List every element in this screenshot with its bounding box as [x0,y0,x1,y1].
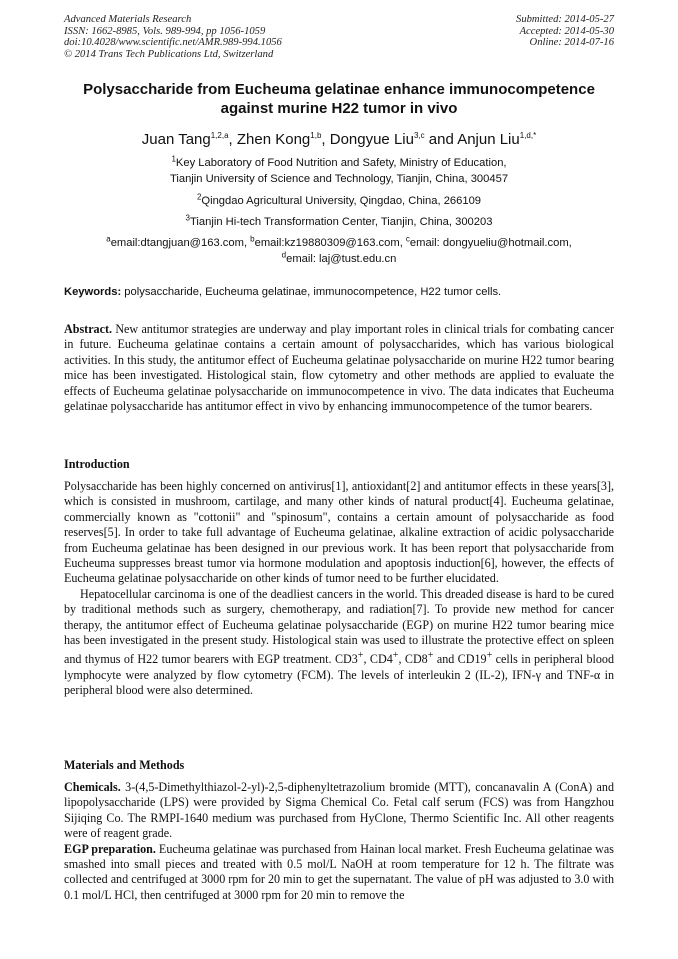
keywords-label: Keywords: [64,286,122,298]
methods-heading: Materials and Methods [64,758,185,772]
journal-name: Advanced Materials Research [64,14,192,25]
submission-dates [516,14,614,49]
paper-title: Polysaccharide from Eucheuma gelatinae enhance immunocompetence against murine H22 tumor in vivo [83,81,595,117]
author-emails: $^a$email:dtangjuan@163.com, $^b$email:kz19880309@163.com, $^c$email: dongyueliu@hotmail.com, $^d$email: laj@tust.edu.cn [106,234,572,265]
author: Juan Tang$^{1,2,a}$, [141,131,237,148]
keywords-text: polysaccharide, Eucheuma gelatinae, immunocompetence, H22 tumor cells. [121,286,502,298]
author: Dongyue Liu$^{3,c}$ and [329,131,458,148]
author: Anjun Liu$^{1,d,*}$ [457,131,537,148]
email-link[interactable]: email: dongyueliu@hotmail.com, [409,237,572,249]
email-link[interactable]: email:dtangjuan@163.com, [110,237,251,249]
keywords [64,285,624,299]
introduction-heading: Introduction [64,457,130,471]
chemicals-paragraph: Chemicals. 3-(4,5-Dimethylthiazol-2-yl)-2,5-diphenyltetrazolium bromide (MTT), concanavalin A (ConA) and lipopolysaccharide (LPS) were provided by Sigma Chemical Co. Fetal calf serum (FCS) was from Hangzhou Sijiqing Co. The RMPI-1640 medium was purchased from HyClone, Thermo Scientific Inc. All other reagents were of reagent grade. [64,780,614,841]
doi-line[interactable]: doi:10.4028/www.scientific.net/AMR.989-994.1056 [64,37,282,49]
accepted-date: Accepted: 2014-05-30 [519,25,614,37]
abstract-label: Abstract. [64,322,113,336]
affiliation-2: $^2$Qingdao Agricultural University, Qingdao, China, 266109 [196,192,482,207]
egp-preparation-paragraph: EGP preparation. Eucheuma gelatinae was purchased from Hainan local market. Fresh Eucheuma gelatinae was smashed into small pieces and treated with 0.5 mol/L NaOH at room temperature for 12 h. The filtrate was collected and centrifuged at 3000 rpm for 20 min to get the supernatant. The value of pH was adjusted to 3.0 with 0.1 mol/L HCl, then centrifuged at 3000 rpm for 20 min to remove the [64,841,614,902]
copyright-line: © 2014 Trans Tech Publications Ltd, Switzerland [64,48,274,60]
author-list [40,131,638,149]
introduction-body [64,479,614,699]
journal-info [64,14,282,60]
intro-paragraph-2: Hepatocellular carcinoma is one of the deadliest cancers in the world. This dreaded disease is hard to be cured by traditional methods such as surgery, chemotherapy, and radiation[7]. To provide new method for cancer therapy, the antitumor effect of Eucheuma gelatinae polysaccharide (EGP) on murine H22 tumor bearing mice has been investigated in the present study. Histological stain was used to illustrate the protective effect on spleen and thymus of H22 tumor bearers with EGP treatment. CD3+, CD4+, CD8+ and CD19+ cells in peripheral blood lymphocyte were analyzed by flow cytometry (FCM). The levels of interleukin 2 (IL-2), IFN-γ and TNF-α in peripheral blood were also determined. [64,586,614,698]
issn-line: ISSN: 1662-8985, Vols. 989-994, pp 1056-1059 [64,25,266,37]
author: Zhen Kong$^{1,b}$, [236,131,330,148]
email-link[interactable]: email:kz19880309@163.com, [254,237,406,249]
online-date: Online: 2014-07-16 [529,37,614,49]
submitted-date: Submitted: 2014-05-27 [516,14,614,25]
intro-paragraph-1: Polysaccharide has been highly concerned on antivirus[1], antioxidant[2] and antitumor effects in these years[3], which is consisted in mushroom, cartilage, and many other kinds of natural product[4]. Eucheuma gelatinae, commercially known as "cottonii" and "spinosum", contains a certain amount of polysaccharide as food reserves[5]. In order to take full advantage of Eucheuma gelatinae, alkaline extraction of acidic polysaccharide from Eucheuma gelatinae has been designed in our previous work. It has been report that polysaccharide from Eucheuma suppresses breast tumor via hormone modulation and apoptosis induction[6], however, the effects of Eucheuma gelatinae polysaccharide on other kinds of tumor need to be further elucidated. [64,479,614,586]
email-link[interactable]: email: laj@tust.edu.cn [286,253,397,265]
affiliation-1: $^1$Key Laboratory of Food Nutrition and Safety, Ministry of Education, Tianjin University of Science and Technology, Tianjin, China, 300457 [169,154,509,185]
affiliation-3: $^3$Tianjin Hi-tech Transformation Center, Tianjin, China, 300203 [185,213,493,228]
abstract [64,322,614,414]
abstract-text: New antitumor strategies are underway and play important roles in clinical trials for combating cancer in future. Eucheuma gelatinae contains a certain amount of polysaccharides, which has various biological activities. In this study, the antitumor effect of Eucheuma gelatinae polysaccharide on murine H22 tumor bearing mice has been investigated. Histological stain, flow cytometry and other methods are applied to evaluate the effects of Eucheuma gelatinae polysaccharide on immunocompetence in vivo. The data indicates that Eucheuma gelatinae polysaccharide has antitumor effect in vivo by enhancing immunocompetence of the tumor bearers. [64,322,614,414]
methods-body [64,780,614,903]
